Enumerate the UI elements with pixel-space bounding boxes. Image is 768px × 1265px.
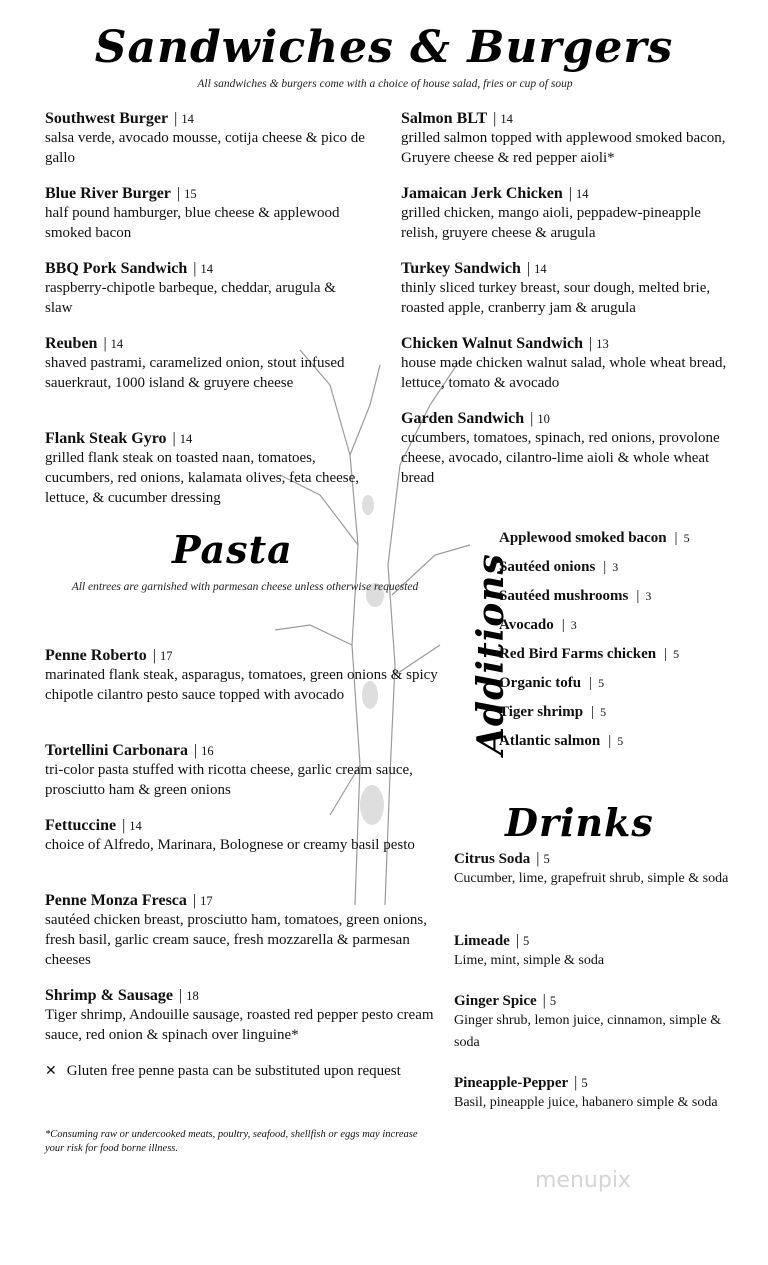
addition-name: Red Bird Farms chicken <box>499 646 657 662</box>
item-description: salsa verde, avocado mousse, cotija cheese & pico de gallo <box>45 130 365 166</box>
divider: | <box>174 110 178 127</box>
item-name: Tortellini Carbonara <box>45 742 188 759</box>
menu-item <box>454 1074 734 1114</box>
divider: | <box>608 733 612 749</box>
addition-item <box>499 733 623 750</box>
addition-item <box>499 646 679 663</box>
item-description: Cucumber, lime, grapefruit shrub, simple & soda <box>454 871 729 886</box>
pasta-note: All entrees are garnished with parmesan cheese unless otherwise requested <box>71 581 419 593</box>
menu-item <box>45 110 365 168</box>
item-description: house made chicken walnut salad, whole wheat bread, lettuce, tomato & avocado <box>401 355 727 391</box>
addition-price: 5 <box>598 676 605 690</box>
item-price: 5 <box>543 852 550 866</box>
divider: | <box>122 817 126 834</box>
addition-name: Tiger shrimp <box>499 704 584 720</box>
item-name: Penne Monza Fresca <box>45 892 187 909</box>
item-description: half pound hamburger, blue cheese & applewood smoked bacon <box>45 205 340 241</box>
item-description: choice of Alfredo, Marinara, Bolognese or creamy basil pesto <box>45 837 415 853</box>
item-name: Ginger Spice <box>454 993 537 1009</box>
item-name: BBQ Pork Sandwich <box>45 260 188 277</box>
item-name: Blue River Burger <box>45 185 171 202</box>
divider: | <box>664 646 668 662</box>
item-price: 14 <box>129 819 142 833</box>
addition-name: Sautéed onions <box>499 559 596 575</box>
menu-item <box>401 110 731 168</box>
item-name: Southwest Burger <box>45 110 169 127</box>
addition-price: 5 <box>617 734 624 748</box>
item-price: 16 <box>201 744 214 758</box>
addition-name: Atlantic salmon <box>499 733 601 749</box>
menu-item <box>45 185 365 243</box>
watermark: menupix <box>535 1168 631 1193</box>
item-description: marinated flank steak, asparagus, tomatoes, green onions & spicy chipotle cilantro pesto sauce topped with avocado <box>45 667 438 703</box>
menu-item <box>401 260 731 318</box>
addition-price: 5 <box>683 531 690 545</box>
item-name: Garden Sandwich <box>401 410 525 427</box>
addition-name: Applewood smoked bacon <box>499 530 667 546</box>
item-description: grilled chicken, mango aioli, peppadew-pineapple relish, gruyere cheese & arugula <box>401 205 701 241</box>
divider: | <box>568 185 572 202</box>
divider: | <box>493 110 497 127</box>
page-subtitle: All sandwiches & burgers come with a choice of house salad, fries or cup of soup <box>197 78 573 90</box>
item-price: 14 <box>200 262 213 276</box>
divider: | <box>674 530 678 546</box>
item-description: Ginger shrub, lemon juice, cinnamon, simple & soda <box>454 1013 722 1050</box>
addition-name: Avocado <box>499 617 554 633</box>
item-name: Turkey Sandwich <box>401 260 521 277</box>
item-price: 5 <box>523 934 530 948</box>
divider: | <box>103 335 107 352</box>
menu-item <box>45 742 440 800</box>
item-name: Fettuccine <box>45 817 117 834</box>
item-description: raspberry-chipotle barbeque, cheddar, arugula & slaw <box>45 280 336 316</box>
pasta-title: Pasta <box>172 527 293 572</box>
page-title: Sandwiches & Burgers <box>94 22 674 73</box>
menu-item <box>401 185 731 243</box>
food-safety-footnote: *Consuming raw or undercooked meats, poultry, seafood, shellfish or eggs may increase your risk for food borne illness. <box>45 1129 418 1154</box>
item-price: 5 <box>581 1076 588 1090</box>
divider: | <box>636 588 640 604</box>
item-price: 14 <box>181 112 194 126</box>
menu-item <box>401 410 731 488</box>
addition-name: Organic tofu <box>499 675 582 691</box>
addition-item <box>499 588 651 605</box>
menu-item <box>45 260 365 318</box>
item-description: Basil, pineapple juice, habanero simple & soda <box>454 1095 718 1110</box>
divider: | <box>589 675 593 691</box>
addition-price: 3 <box>570 618 577 632</box>
menu-item <box>45 987 440 1045</box>
item-description: tri-color pasta stuffed with ricotta cheese, garlic cream sauce, prosciutto ham & green onions <box>45 762 413 798</box>
item-description: grilled flank steak on toasted naan, tomatoes, cucumbers, red onions, kalamata olives, feta cheese, lettuce, & cucumber dressing <box>45 450 360 506</box>
item-description: cucumbers, tomatoes, spinach, red onions, provolone cheese, avocado, cilantro-lime aioli & whole wheat bread <box>401 430 720 486</box>
drinks-title: Drinks <box>505 800 654 845</box>
divider: | <box>603 559 607 575</box>
item-description: sautéed chicken breast, prosciutto ham, tomatoes, green onions, fresh basil, garlic cream sauce, fresh mozzarella & parmesan cheeses <box>45 912 427 968</box>
menu-item <box>45 647 440 705</box>
divider: | <box>152 647 156 664</box>
divider: | <box>176 185 181 202</box>
additions-title: Additions <box>470 553 512 755</box>
addition-price: 5 <box>600 705 607 719</box>
menu-item <box>45 817 440 855</box>
divider: | <box>536 850 540 867</box>
menu-item <box>454 932 734 972</box>
menu-item <box>454 850 734 890</box>
item-price: 14 <box>575 187 589 201</box>
item-name: Salmon BLT <box>401 110 488 127</box>
divider: | <box>591 704 595 720</box>
item-price: 14 <box>179 432 193 446</box>
menu-item <box>45 335 365 393</box>
item-name: Pineapple-Pepper <box>454 1075 569 1091</box>
divider: | <box>589 335 593 352</box>
item-description: shaved pastrami, caramelized onion, stout infused sauerkraut, 1000 island & gruyere cheese <box>45 355 345 391</box>
divider: | <box>542 992 546 1009</box>
item-price: 17 <box>159 649 173 663</box>
item-price: 13 <box>596 337 609 351</box>
item-name: Penne Roberto <box>45 647 147 664</box>
item-description: grilled salmon topped with applewood smoked bacon, Gruyere cheese & red pepper aioli* <box>401 130 726 166</box>
item-name: Jamaican Jerk Chicken <box>401 185 563 202</box>
divider: | <box>530 410 534 427</box>
gluten-free-note: ✕ Gluten free penne pasta can be substituted upon request <box>45 1063 401 1079</box>
divider: | <box>193 260 197 277</box>
addition-name: Sautéed mushrooms <box>499 588 629 604</box>
addition-item <box>499 704 606 721</box>
item-price: 15 <box>184 187 197 201</box>
divider: | <box>574 1074 578 1091</box>
item-name: Reuben <box>45 335 98 352</box>
menu-item <box>454 992 734 1054</box>
menu-item <box>401 335 731 393</box>
addition-item <box>499 675 604 692</box>
divider: | <box>179 987 183 1004</box>
item-price: 14 <box>110 337 124 351</box>
item-description: Tiger shrimp, Andouille sausage, roasted red pepper pesto cream sauce, red onion & spinach over linguine* <box>45 1007 434 1043</box>
menu-item <box>45 430 365 508</box>
divider: | <box>192 892 197 909</box>
divider: | <box>515 932 520 949</box>
wheat-cross-icon: ✕ <box>45 1064 57 1079</box>
item-price: 10 <box>537 412 550 426</box>
item-name: Chicken Walnut Sandwich <box>401 335 583 352</box>
addition-price: 3 <box>612 560 619 574</box>
addition-item <box>499 617 577 634</box>
addition-price: 3 <box>645 589 652 603</box>
item-price: 5 <box>549 994 557 1008</box>
divider: | <box>526 260 531 277</box>
menu-item <box>45 892 440 970</box>
item-price: 17 <box>200 894 213 908</box>
divider: | <box>193 742 198 759</box>
item-description: thinly sliced turkey breast, sour dough, melted brie, roasted apple, cranberry jam & arugula <box>401 280 711 316</box>
divider: | <box>172 430 176 447</box>
divider: | <box>561 617 565 633</box>
item-name: Citrus Soda <box>454 851 531 867</box>
item-price: 14 <box>500 112 513 126</box>
addition-item <box>499 530 690 547</box>
item-price: 14 <box>534 262 547 276</box>
item-name: Flank Steak Gyro <box>45 430 167 447</box>
addition-price: 5 <box>673 647 680 661</box>
addition-item <box>499 559 618 576</box>
item-price: 18 <box>186 989 199 1003</box>
item-description: Lime, mint, simple & soda <box>454 953 605 968</box>
item-name: Limeade <box>454 933 510 949</box>
item-name: Shrimp & Sausage <box>45 987 174 1004</box>
